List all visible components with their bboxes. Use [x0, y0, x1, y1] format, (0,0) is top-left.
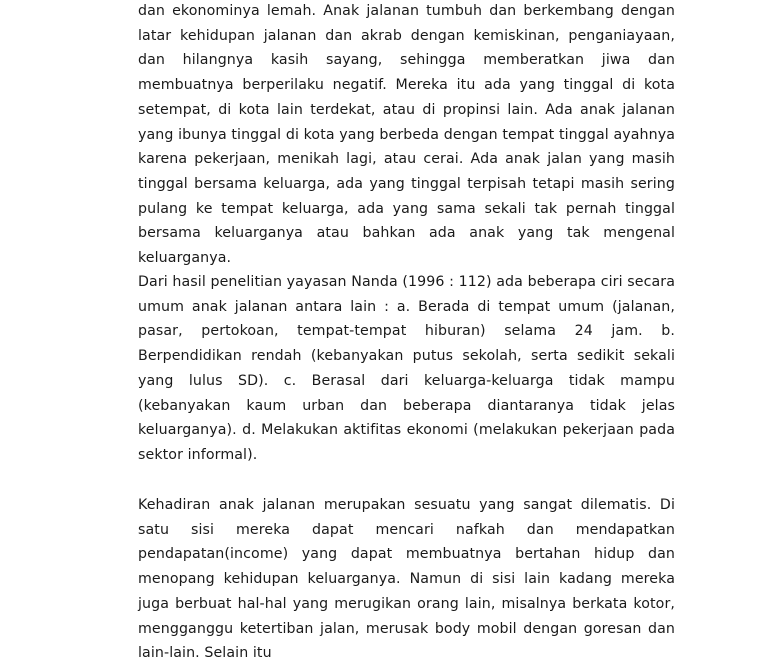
paragraph-dilemma: Kehadiran anak jalanan merupakan sesuatu yang sangat dilematis. Di satu sisi mereka dapat mencari nafkah dan mendapatkan pendapatan(income) yang dapat membuatnya bertahan hidup dan menopang kehidupan keluarganya. Namun di sisi lain kadang mereka juga berbuat hal-hal yang merugikan orang lain, misalnya berkata kotor, mengganggu ketertiban jalan, merusak body mobil dengan goresan dan lain-lain. Selain itu [138, 497, 675, 662]
paragraph-nanda-research: Dari hasil penelitian yayasan Nanda (1996 : 112) ada beberapa ciri secara umum anak jalanan antara lain : a. Berada di tempat umum (jalanan, pasar, pertokoan, tempat-tempat hiburan) selama 24 jam. b. Berpendidikan rendah (kebanyakan putus sekolah, serta sedikit sekali yang lulus SD). c. Berasal dari keluarga-keluarga tidak mampu (kebanyakan kaum urban dan beberapa diantaranya tidak jelas keluarganya). d. Melakukan aktifitas ekonomi (melakukan pekerjaan pada sektor informal). [138, 274, 675, 463]
paragraph-street-children-family: dan ekonominya lemah. Anak jalanan tumbuh dan berkembang dengan latar kehidupan jalanan dan akrab dengan kemiskinan, penganiayaan, dan hilangnya kasih sayang, sehingga memberatkan jiwa dan membuatnya berperilaku negatif. Mereka itu ada yang tinggal di kota setempat, di kota lain terdekat, atau di propinsi lain. Ada anak jalanan yang ibunya tinggal di kota yang berbeda dengan tempat tinggal ayahnya karena pekerjaan, menikah lagi, atau cerai. Ada anak jalan yang masih tinggal bersama keluarga, ada yang tinggal terpisah tetapi masih sering pulang ke tempat keluarga, ada yang sama sekali tak pernah tinggal bersama keluarganya atau bahkan ada anak yang tak mengenal keluarganya. [138, 3, 675, 267]
